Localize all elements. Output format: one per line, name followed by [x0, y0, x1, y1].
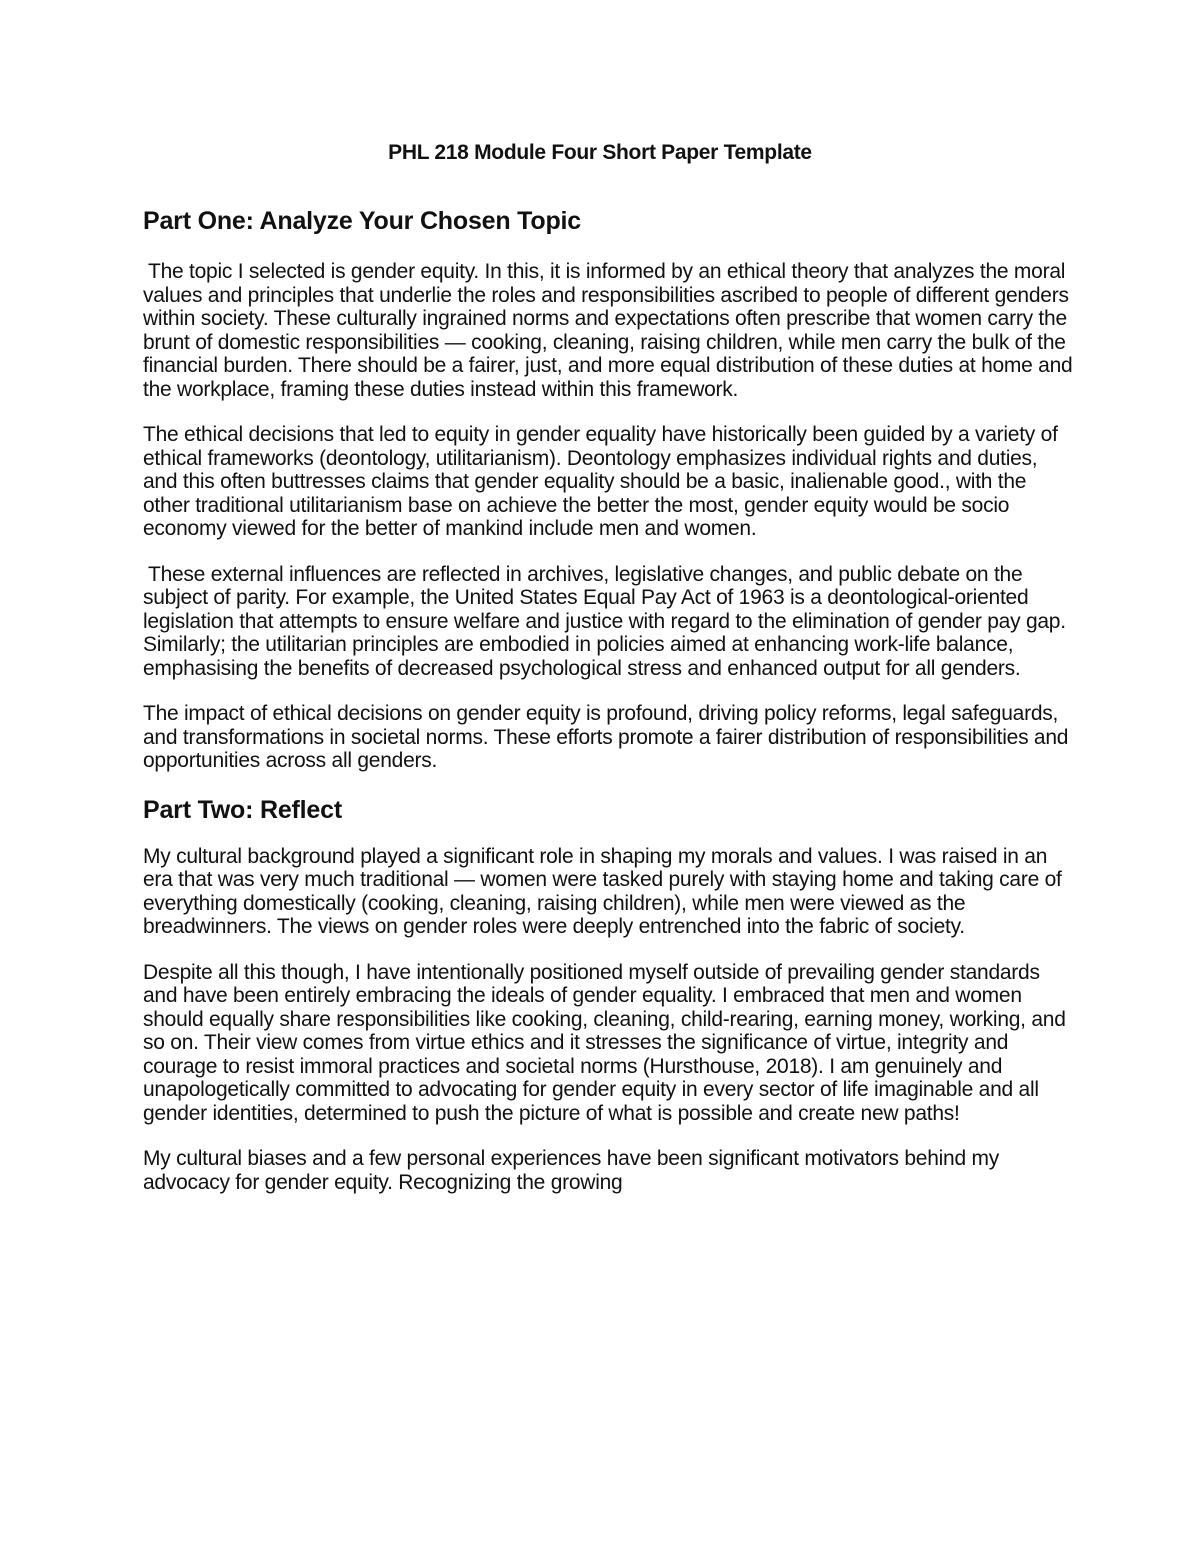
part-two-section — [143, 795, 1073, 1195]
document-body — [143, 206, 1073, 1216]
part-one-paragraph-3: These external influences are reflected in archives, legislative changes, and public debate on the subject of parity. For example, the United States Equal Pay Act of 1963 is a deontological-oriented legislation that attempts to ensure welfare and justice with regard to the elimination of gender pay gap. Similarly; the utilitarian principles are embodied in policies aimed at enhancing work-life balance, emphasising the benefits of decreased psychological stress and enhanced output for all genders. — [143, 562, 1066, 680]
part-one-paragraph-1: The topic I selected is gender equity. In this, it is informed by an ethical theory that analyzes the moral values and principles that underlie the roles and responsibilities ascribed to people of different genders within society. These culturally ingrained norms and expectations often prescribe that women carry the brunt of domestic responsibilities — cooking, cleaning, raising children, while men carry the bulk of the financial burden. There should be a fairer, just, and more equal distribution of these duties at home and the workplace, framing these duties instead within this framework. — [143, 260, 1073, 401]
document-title: PHL 218 Module Four Short Paper Template — [388, 141, 812, 164]
part-two-paragraph-2: Despite all this though, I have intentionally positioned myself outside of prevailing gender standards and have been entirely embracing the ideals of gender equality. I embraced that men and women should equally share responsibilities like cooking, cleaning, child-rearing, earning money, working, and so on. Their view comes from virtue ethics and it stresses the significance of virtue, integrity and courage to resist immoral practices and societal norms (Hursthouse, 2018). I am genuinely and unapologetically committed to advocating for gender equity in every sector of life imaginable and all gender identities, determined to push the picture of what is possible and create new paths! — [143, 960, 1066, 1125]
part-two-paragraph-3: My cultural biases and a few personal experiences have been significant motivators behind my advocacy for gender equity. Recognizing the growing — [143, 1147, 999, 1194]
part-one-paragraph-2: The ethical decisions that led to equity in gender equality have historically been guided by a variety of ethical frameworks (deontology, utilitarianism). Deontology emphasizes individual rights and duties, and this often buttresses claims that gender equality should be a basic, inalienable good., with the other traditional utilitarianism base on achieve the better the most, gender equity would be socio economy viewed for the better of mankind include men and women. — [143, 423, 1058, 540]
part-one-paragraph-4: The impact of ethical decisions on gender equity is profound, driving policy reforms, legal safeguards, and transformations in societal norms. These efforts promote a fairer distribution of responsibilities and opportunities across all genders. — [143, 702, 1069, 772]
part-two-heading: Part Two: Reflect — [143, 795, 342, 824]
part-two-paragraph-1: My cultural background played a significant role in shaping my morals and values. I was raised in an era that was very much traditional — women were tasked purely with staying home and taking care of everything domestically (cooking, cleaning, raising children), while men were viewed as the breadwinners. The views on gender roles were deeply entrenched into the fabric of society. — [143, 844, 1062, 938]
part-one-section — [143, 206, 1073, 773]
part-one-heading: Part One: Analyze Your Chosen Topic — [143, 207, 581, 235]
